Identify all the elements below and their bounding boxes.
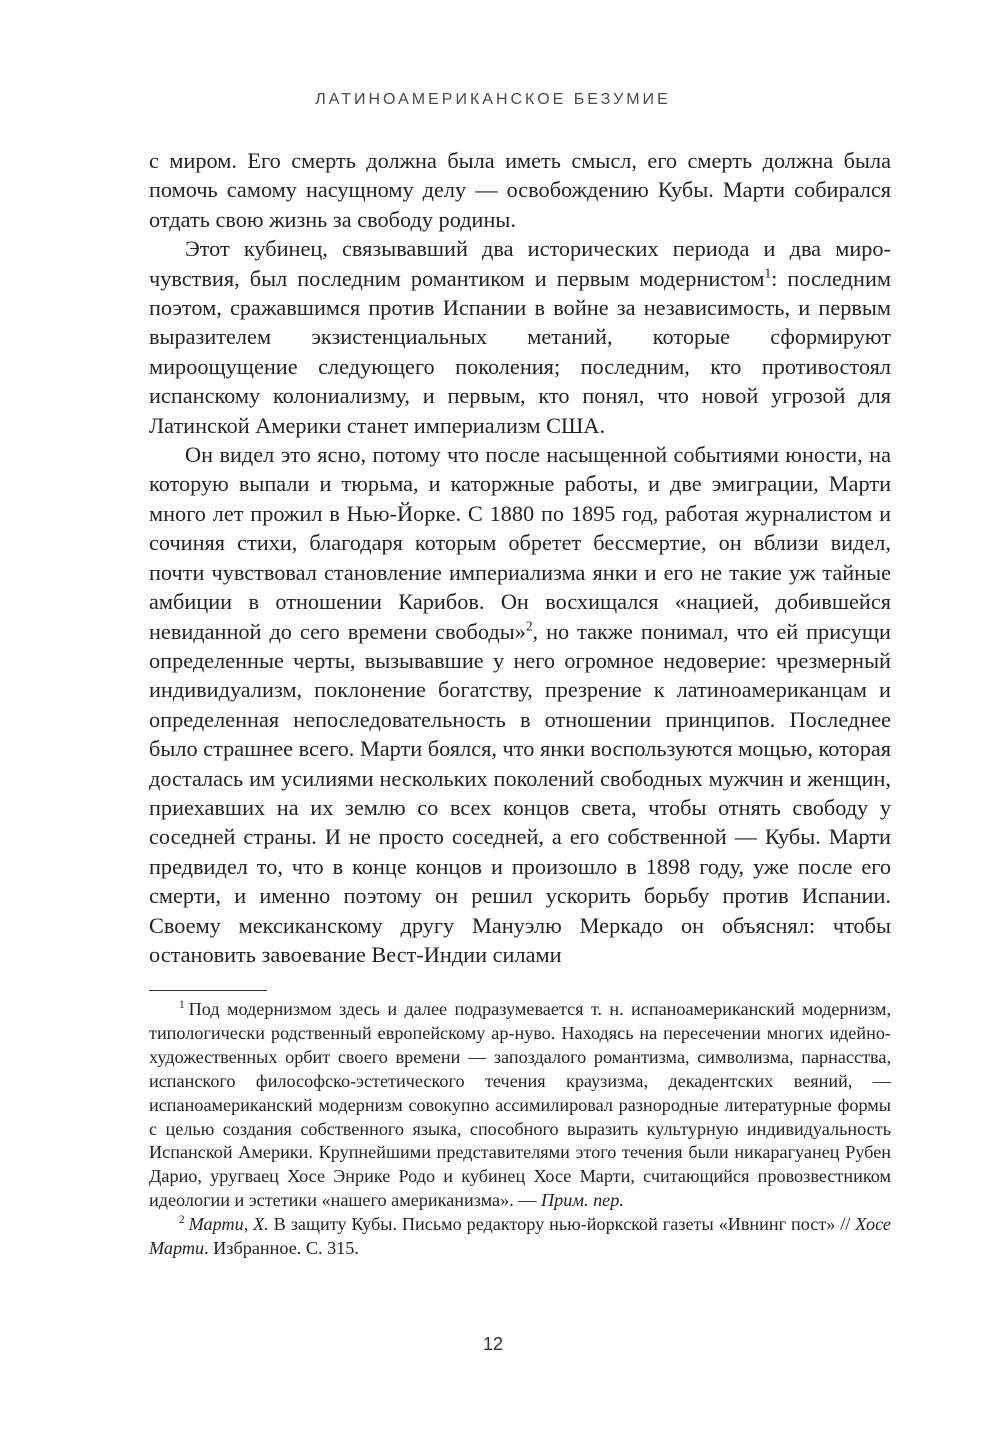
footnote-2-author: Марти, Х.	[188, 1214, 269, 1235]
footnote-divider	[149, 990, 267, 991]
paragraph-3-part-a: Он видел это ясно, потому что после насыщенной событиями юности, на которую выпали и тюрьма, и каторжные работы, и две эмиграции, Марти много лет прожил в Нью-Йорке. С 1880 по 1895 год, работая журналистом и сочиняя стихи, благодаря которым обретет бессмертие, он вблизи видел, почти чувствовал становление империализма янки и его не такие уж тайные амбиции в отношении Карибов. Он восхищался «нацией, добившейся невиданной до сего времени свободы»	[149, 442, 891, 644]
footnote-2-marker: 2	[179, 1214, 185, 1227]
main-text	[149, 146, 891, 969]
footnote-ref-2[interactable]: 2	[525, 618, 533, 634]
footnote-2-text-a: В защиту Кубы. Письмо редактору нью-йоркской газеты «Ивнинг пост» //	[268, 1214, 856, 1235]
footnotes	[149, 998, 891, 1261]
paragraph-3-part-b: , но также понимал, что ей присущи определенные черты, вызывавшие у него огромное недоверие: чрезмерный индивидуализм, поклонение богатству, презрение к латиноамериканцам и определенная непоследовательность в отношении принципов. Последнее было страшнее всего. Марти боялся, что янки воспользуются мощью, которая досталась им усилиями нескольких поколений свободных мужчин и женщин, приехавших на их землю со всех концов света, чтобы отнять свободу у соседней страны. И не просто соседней, а его собственной — Кубы. Марти предвидел то, что в конце концов и произошло в 1898 году, уже после его смерти, и именно поэтому он решил ускорить борьбу против Испании. Своему мексиканскому другу Мануэлю Меркадо он объяснял: чтобы остановить завоевание Вест-Индии силами	[149, 618, 891, 967]
paragraph-1: с миром. Его смерть должна была иметь смысл, его смерть должна была помочь самому насущному делу — освобождению Кубы. Марти собирался отдать свою жизнь за свободу родины.	[149, 148, 891, 232]
footnote-2-text-b: . Избранное. С. 315.	[204, 1238, 359, 1259]
paragraph-3	[149, 440, 891, 969]
paragraph-2	[149, 234, 891, 440]
paragraph-2-part-a: Этот кубинец, связывавший два исторических периода и два мирочувствия, был последним романтиком и первым модернистом	[149, 236, 891, 291]
footnote-1-marker: 1	[179, 998, 185, 1011]
footnote-2	[149, 1213, 891, 1261]
page-number: 12	[482, 1334, 504, 1354]
footnote-1-translator-note: Прим. пер.	[541, 1190, 624, 1211]
footnote-1-text: Под модернизмом здесь и далее подразумевается т. н. испаноамериканский модернизм, типологически родственный европейскому ар-нуво. Находясь на пересечении многих идейно-художественных орбит своего времени — запоздалого романтизма, символизма, парнасства, испанского философско-эстетического течения краузизма, декадентских веяний, — испаноамериканский модернизм совокупно ассимилировал разнородные литературные формы с целью создания собственного языка, способного выразить культурную индивидуальность Испанской Америки. Крупнейшими представителями этого течения были никарагуанец Рубен Дарио, уругваец Хосе Энрике Родо и кубинец Хосе Марти, считающийся провозвестником идеологии и эстетики «нашего американизма». —	[149, 999, 891, 1211]
footnote-ref-1[interactable]: 1	[764, 265, 772, 281]
running-title: ЛАТИНОАМЕРИКАНСКОЕ БЕЗУМИЕ	[315, 91, 671, 108]
paragraph-2-part-b: : последним поэтом, сражавшимся против Испании в войне за независимость, и первым выразителем экзистенциальных метаний, которые сформируют мироощущение следующего поколения; последним, кто противостоял испанскому колониализму, и первым, кто понял, что новой угрозой для Латинской Америки станет империализм США.	[149, 265, 891, 438]
footnote-1	[149, 998, 891, 1213]
footnote-2-source: Хосе Марти	[149, 1214, 891, 1259]
